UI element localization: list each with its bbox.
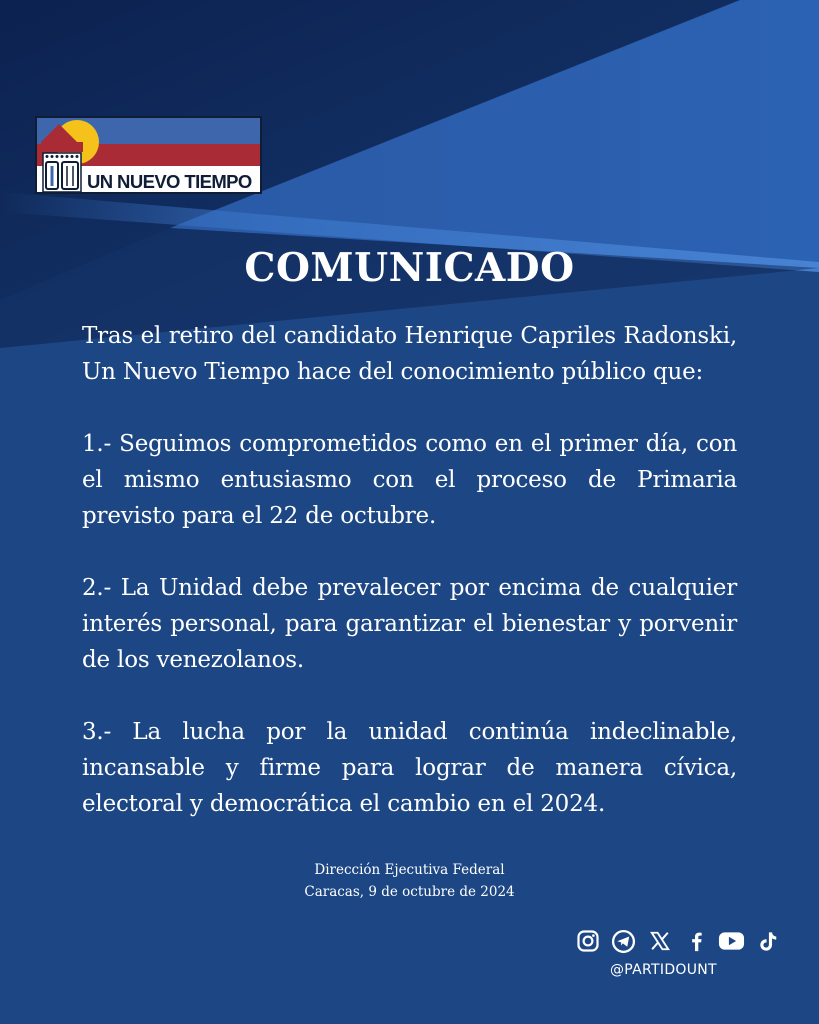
signature-line-1: Dirección Ejecutiva Federal — [314, 862, 505, 878]
communique-body — [82, 318, 737, 822]
page-title: COMUNICADO — [244, 245, 575, 291]
social-icons — [574, 927, 781, 955]
youtube-icon[interactable] — [718, 928, 745, 955]
intro-paragraph: Tras el retiro del candidato Henrique Capriles Radonski, Un Nuevo Tiempo hace del conocimiento público que: — [82, 323, 737, 385]
logo-text: UN NUEVO TIEMPO — [87, 171, 252, 192]
signature-block — [0, 859, 819, 903]
point-1: 1.- Seguimos comprometidos como en el primer día, con el mismo entusiasmo con el proceso de Primaria previsto para el 22 de octubre. — [82, 431, 737, 529]
telegram-icon[interactable] — [610, 928, 637, 955]
social-handle[interactable]: @PARTIDOUNT — [610, 962, 717, 978]
instagram-icon[interactable] — [574, 928, 601, 955]
point-3: 3.- La lucha por la unidad continúa indeclinable, incansable y firme para lograr de manera cívica, electoral y democrática el cambio en el 2024. — [82, 719, 737, 817]
facebook-icon[interactable] — [682, 928, 709, 955]
signature-line-2: Caracas, 9 de octubre de 2024 — [304, 884, 515, 900]
x-icon[interactable] — [646, 928, 673, 955]
party-logo — [35, 116, 262, 194]
tiktok-icon[interactable] — [754, 928, 781, 955]
point-2: 2.- La Unidad debe prevalecer por encima de cualquier interés personal, para garantizar el bienestar y porvenir de los venezolanos. — [82, 575, 737, 673]
